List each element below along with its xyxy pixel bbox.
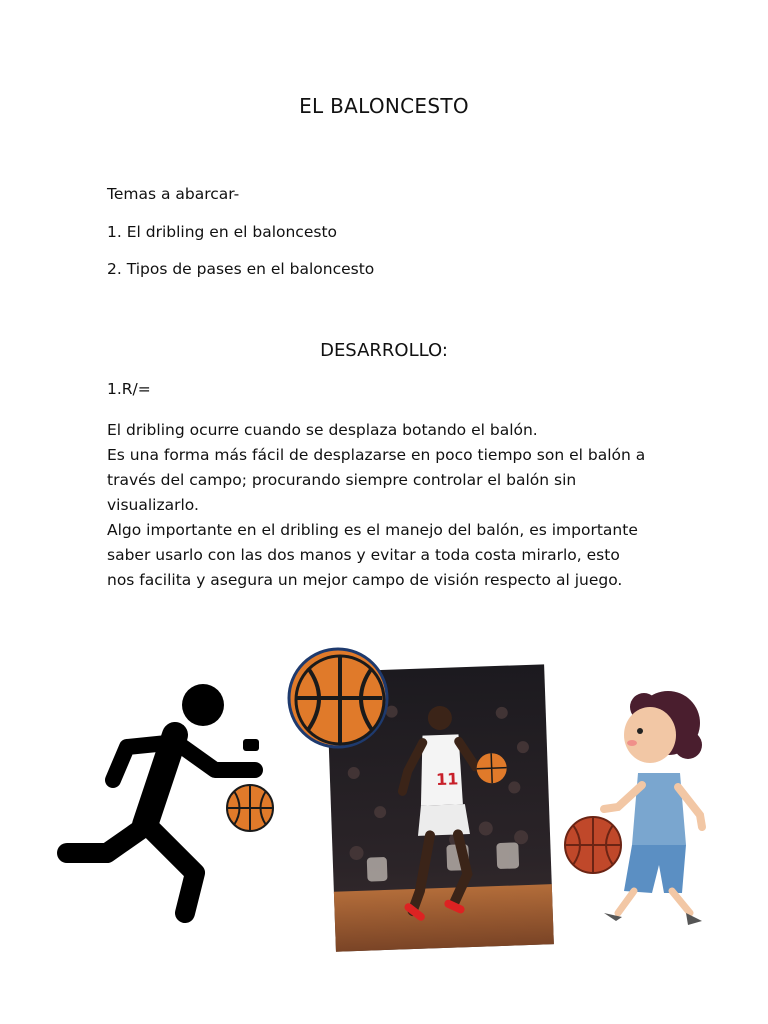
jersey-number: 11 [435, 769, 459, 790]
topic-item-2: 2. Tipos de pases en el baloncesto [107, 260, 375, 278]
paragraph-line: Algo importante en el dribling es el manejo del balón, es importante [107, 521, 638, 539]
paragraph-line: través del campo; procurando siempre controlar el balón sin [107, 471, 577, 489]
document-title: EL BALONCESTO [299, 94, 469, 118]
large-basketball-icon [286, 646, 390, 750]
answer-label: 1.R/= [107, 380, 151, 398]
body-paragraph [107, 418, 677, 593]
cartoon-kid-dribbling [560, 685, 720, 935]
topic-item-1: 1. El dribling en el baloncesto [107, 223, 338, 241]
small-basketball-icon [225, 783, 275, 833]
topics-heading: Temas a abarcar- [107, 185, 240, 203]
paragraph-line: saber usarlo con las dos manos y evitar a toda costa mirarlo, esto [107, 546, 620, 564]
paragraph-line: Es una forma más fácil de desplazarse en poco tiempo son el balón a [107, 446, 646, 464]
paragraph-line: visualizarlo. [107, 496, 199, 514]
section-heading: DESARROLLO: [320, 340, 448, 361]
paragraph-line: nos facilita y asegura un mejor campo de visión respecto al juego. [107, 571, 623, 589]
kid-basketball-icon [563, 815, 623, 875]
paragraph-line: El dribling ocurre cuando se desplaza botando el balón. [107, 421, 538, 439]
